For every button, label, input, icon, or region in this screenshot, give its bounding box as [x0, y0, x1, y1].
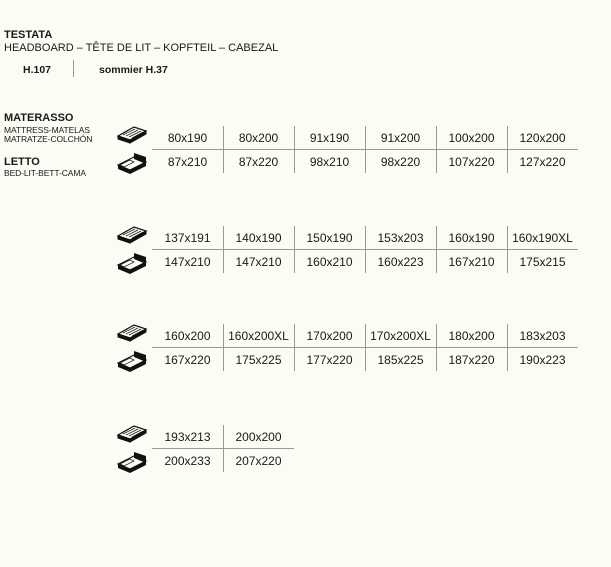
column-divider [223, 226, 224, 273]
mattress-size: 180x200 [448, 329, 495, 343]
bed-size: 200x233 [164, 454, 211, 468]
column-divider [365, 226, 366, 273]
mattress-size: 80x190 [167, 131, 208, 145]
mattress-icon [116, 321, 148, 348]
column-divider [223, 126, 224, 173]
column-divider [365, 126, 366, 173]
mattress-size: 193x213 [164, 430, 211, 444]
header-divider [73, 60, 74, 77]
bed-size: 87x210 [167, 155, 208, 169]
mattress-size: 140x190 [235, 231, 282, 245]
column-divider [436, 126, 437, 173]
mattress-size: 200x200 [235, 430, 282, 444]
mattress-size: 153x203 [377, 231, 424, 245]
mattress-size: 160x200XL [228, 329, 289, 343]
bed-size: 127x220 [519, 155, 566, 169]
bed-size: 167x210 [448, 255, 495, 269]
column-divider [365, 324, 366, 371]
bed-size: 160x210 [306, 255, 353, 269]
mattress-size: 160x190 [448, 231, 495, 245]
column-divider [294, 324, 295, 371]
bed-size: 177x220 [306, 353, 353, 367]
mattress-size: 91x190 [309, 131, 350, 145]
bed-size: 175x225 [235, 353, 282, 367]
mattress-size: 137x191 [164, 231, 211, 245]
column-divider [223, 425, 224, 472]
mattress-icon [116, 422, 148, 449]
bed-size: 147x210 [235, 255, 282, 269]
mattress-subtitle-2: MATRATZE-COLCHÓN [4, 134, 93, 144]
mattress-icon [116, 223, 148, 250]
mattress-icon [116, 123, 148, 150]
mattress-size: 150x190 [306, 231, 353, 245]
mattress-size: 170x200XL [370, 329, 431, 343]
column-divider [507, 226, 508, 273]
bed-size: 175x215 [519, 255, 566, 269]
height-main: H.107 [23, 64, 52, 76]
column-divider [223, 324, 224, 371]
bed-size: 98x210 [309, 155, 350, 169]
mattress-size: 160x200 [164, 329, 211, 343]
bed-size: 87x220 [238, 155, 279, 169]
mattress-size: 183x203 [519, 329, 566, 343]
bed-icon [116, 451, 148, 480]
column-divider [436, 226, 437, 273]
mattress-title: MATERASSO [4, 112, 74, 124]
column-divider [507, 126, 508, 173]
column-divider [436, 324, 437, 371]
mattress-size: 120x200 [519, 131, 566, 145]
mattress-size: 91x200 [380, 131, 421, 145]
section-title: TESTATA [4, 29, 53, 41]
column-divider [294, 126, 295, 173]
mattress-size: 100x200 [448, 131, 495, 145]
column-divider [294, 226, 295, 273]
bed-size: 147x210 [164, 255, 211, 269]
section-subtitle: HEADBOARD – TÊTE DE LIT – KOPFTEIL – CABEZAL [4, 42, 279, 54]
bed-size: 98x220 [380, 155, 421, 169]
bed-size: 185x225 [377, 353, 424, 367]
height-sommier: sommier H.37 [99, 64, 168, 76]
bed-size: 207x220 [235, 454, 282, 468]
bed-size: 167x220 [164, 353, 211, 367]
bed-icon [116, 152, 148, 181]
column-divider [507, 324, 508, 371]
mattress-size: 160x190XL [512, 231, 573, 245]
bed-size: 190x223 [519, 353, 566, 367]
bed-size: 107x220 [448, 155, 495, 169]
bed-size: 160x223 [377, 255, 424, 269]
bed-subtitle: BED-LIT-BETT-CAMA [4, 168, 86, 178]
mattress-size: 80x200 [238, 131, 279, 145]
mattress-subtitle-1: MATTRESS-MATELAS [4, 125, 90, 135]
bed-icon [116, 252, 148, 281]
bed-icon [116, 350, 148, 379]
mattress-size: 170x200 [306, 329, 353, 343]
bed-title: LETTO [4, 156, 40, 168]
bed-size: 187x220 [448, 353, 495, 367]
